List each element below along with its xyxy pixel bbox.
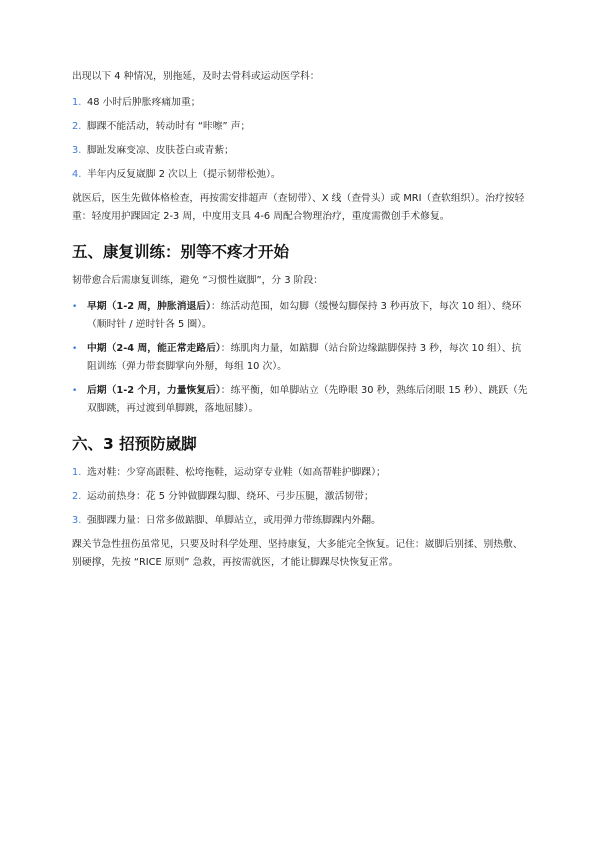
list-number: 3. (72, 515, 82, 526)
section-heading: 五、康复训练：别等不疼才开始 (72, 243, 290, 261)
bullet-icon: • (72, 302, 78, 312)
list-number: 1. (72, 467, 82, 478)
list-item (72, 118, 528, 136)
list-item (72, 340, 528, 376)
bullet-icon: • (72, 386, 78, 396)
list-item (72, 298, 528, 334)
conclusion-paragraph: 踝关节急性扭伤虽常见，只要及时科学处理、坚持康复，大多能完全恢复。记住：崴脚后别揉、别热敷、别硬撑，先按 “RICE 原则” 急救，再按需就医，才能让脚踝尽快恢复正常。 (72, 539, 523, 568)
list-number: 2. (72, 121, 82, 132)
list-text: 半年内反复崴脚 2 次以上（提示韧带松弛）。 (87, 169, 281, 180)
stage-text: ：练活动范围，如勾脚（缓慢勾脚保持 3 秒再放下，每次 10 组）、绕环（顺时针 / 逆时针各 5 圈）。 (87, 301, 522, 330)
treatment-paragraph: 就医后，医生先做体格检查，再按需安排超声（查韧带）、X 线（查骨头）或 MRI（查软组织）。治疗按轻重：轻度用护踝固定 2-3 周，中度用支具 4-6 周配合物理治疗，重度需微创手术修复。 (72, 193, 525, 222)
stage-text: ：练平衡，如单脚站立（先睁眼 30 秒，熟练后闭眼 15 秒）、跳跃（先双脚跳，再过渡到单脚跳，落地屈膝）。 (87, 385, 528, 414)
warning-list (72, 94, 528, 184)
list-number: 1. (72, 97, 82, 108)
list-text: 脚踝不能活动，转动时有 “咔嚓” 声； (87, 121, 251, 132)
stage-label: 后期（1-2 个月，力量恢复后） (87, 385, 221, 396)
section-heading: 六、3 招预防崴脚 (72, 435, 197, 453)
list-text: 脚趾发麻变凉、皮肤苍白或青紫； (87, 145, 234, 156)
list-number: 3. (72, 145, 82, 156)
prevention-list (72, 464, 528, 530)
list-item (72, 94, 528, 112)
rehab-stage-list (72, 298, 528, 418)
list-text: 选对鞋：少穿高跟鞋、松垮拖鞋，运动穿专业鞋（如高帮鞋护脚踝）； (87, 467, 386, 478)
intro-paragraph: 出现以下 4 种情况，别拖延，及时去骨科或运动医学科： (72, 71, 320, 82)
list-text: 48 小时后肿胀疼痛加重； (87, 97, 201, 108)
stage-text: ：练肌肉力量，如踮脚（站台阶边缘踮脚保持 3 秒，每次 10 组）、抗阻训练（弹力带套脚掌向外掰，每组 10 次）。 (87, 343, 522, 372)
list-item (72, 488, 528, 506)
stage-label: 早期（1-2 周，肿胀消退后） (87, 301, 211, 312)
list-item (72, 512, 528, 530)
list-text: 强脚踝力量：日常多做踮脚、单脚站立，或用弹力带练脚踝内外翻。 (87, 515, 381, 526)
list-item (72, 382, 528, 418)
list-number: 2. (72, 491, 82, 502)
list-item (72, 142, 528, 160)
section-intro: 韧带愈合后需康复训练，避免 “习惯性崴脚”，分 3 阶段： (72, 275, 324, 286)
document-page (72, 68, 528, 580)
list-text: 运动前热身：花 5 分钟做脚踝勾脚、绕环、弓步压腿，激活韧带； (87, 491, 374, 502)
stage-label: 中期（2-4 周，能正常走路后） (87, 343, 221, 354)
list-number: 4. (72, 169, 82, 180)
list-item (72, 166, 528, 184)
list-item (72, 464, 528, 482)
bullet-icon: • (72, 344, 78, 354)
